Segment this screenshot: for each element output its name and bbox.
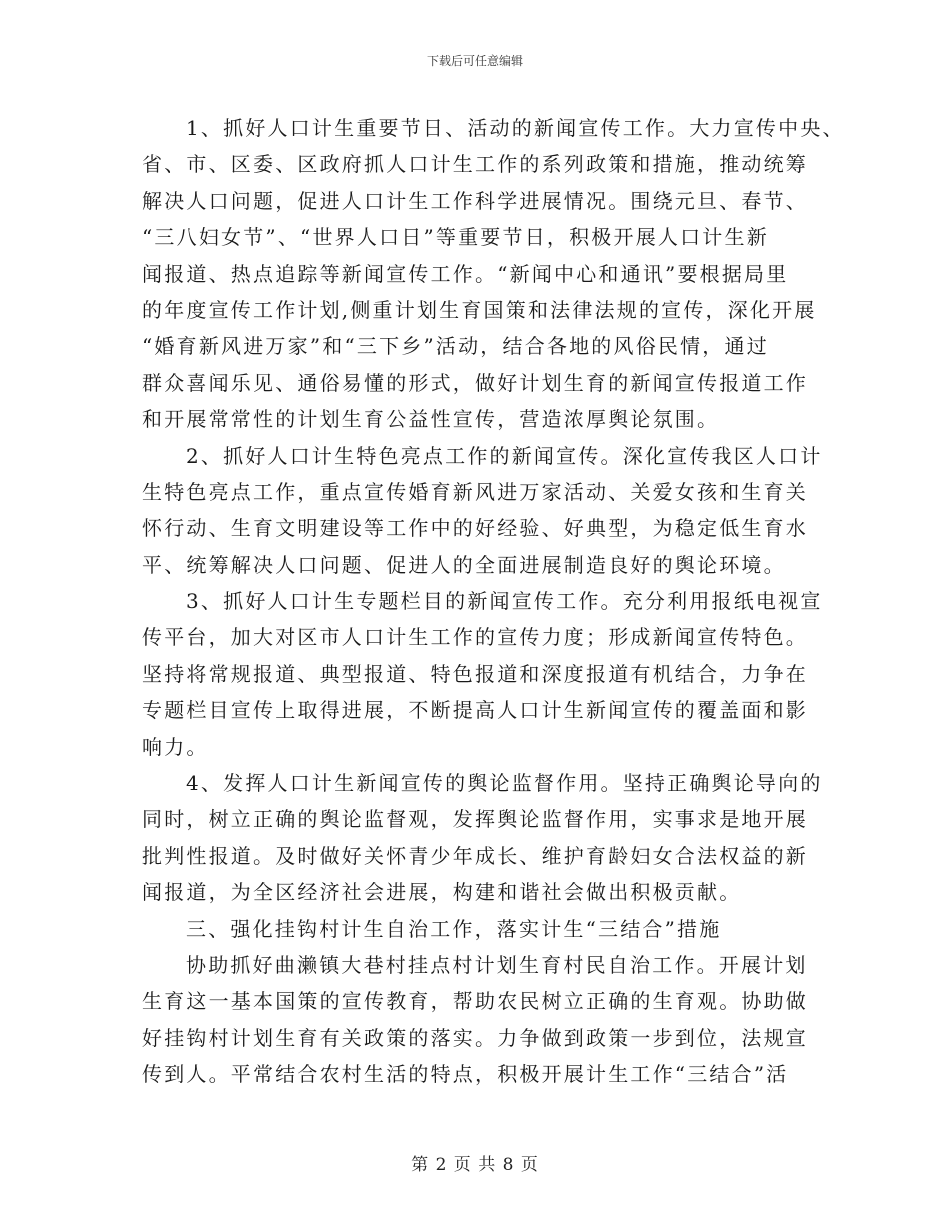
text-line: 怀行动、生育文明建设等工作中的好经验、好典型，为稳定低生育水 bbox=[142, 516, 808, 541]
text-line: 闻报道、热点追踪等新闻宣传工作。“新闻中心和通讯”要根据局里 bbox=[142, 261, 789, 286]
page-number-footer: 第 2 页 共 8 页 bbox=[411, 1155, 539, 1175]
text-line: “婚育新风进万家”和“三下乡”活动，结合各地的风俗民情，通过 bbox=[142, 334, 769, 359]
text-line: 传平台，加大对区市人口计生工作的宣传力度；形成新闻宣传特色。 bbox=[142, 625, 808, 650]
text-line: 协助抓好曲濑镇大巷村挂点村计划生育村民自治工作。开展计划 bbox=[186, 952, 808, 977]
page-header-note: 下载后可任意编辑 bbox=[426, 54, 523, 68]
text-line: 群众喜闻乐见、通俗易懂的形式，做好计划生育的新闻宣传报道工作 bbox=[142, 370, 808, 395]
text-line: 3、抓好人口计生专题栏目的新闻宣传工作。充分利用报纸电视宣 bbox=[186, 589, 823, 614]
document-body bbox=[142, 110, 845, 1093]
text-line: 同时，树立正确的舆论监督观，发挥舆论监督作用，实事求是地开展 bbox=[142, 807, 808, 832]
text-line: 生特色亮点工作，重点宣传婚育新风进万家活动、关爱女孩和生育关 bbox=[142, 479, 808, 504]
text-line: 好挂钩村计划生育有关政策的落实。力争做到政策一步到位，法规宣 bbox=[142, 1025, 808, 1050]
text-line: 2、抓好人口计生特色亮点工作的新闻宣传。深化宣传我区人口计 bbox=[186, 443, 823, 468]
text-line: 响力。 bbox=[142, 734, 209, 759]
text-line: 批判性报道。及时做好关怀青少年成长、维护育龄妇女合法权益的新 bbox=[142, 843, 808, 868]
text-line: 解决人口问题，促进人口计生工作科学进展情况。围绕元旦、春节、 bbox=[142, 188, 808, 213]
text-line: 专题栏目宣传上取得进展，不断提高人口计生新闻宣传的覆盖面和影 bbox=[142, 698, 808, 723]
text-line: 闻报道，为全区经济社会进展，构建和谐社会做出积极贡献。 bbox=[142, 880, 742, 905]
text-line: 和开展常常性的计划生育公益性宣传，营造浓厚舆论氛围。 bbox=[142, 407, 720, 432]
text-line: 4、发挥人口计生新闻宣传的舆论监督作用。坚持正确舆论导向的 bbox=[186, 771, 823, 796]
text-line: 平、统筹解决人口问题、促进人的全面进展制造良好的舆论环境。 bbox=[142, 552, 786, 577]
text-line: 省、市、区委、区政府抓人口计生工作的系列政策和措施，推动统筹 bbox=[142, 152, 808, 177]
text-line: 生育这一基本国策的宣传教育，帮助农民树立正确的生育观。协助做 bbox=[142, 989, 808, 1014]
text-line: 传到人。平常结合农村生活的特点，积极开展计生工作“三结合”活 bbox=[142, 1062, 789, 1087]
section-heading: 三、强化挂钩村计生自治工作，落实计生“三结合”措施 bbox=[186, 916, 722, 941]
text-line: 的年度宣传工作计划,侧重计划生育国策和法律法规的宣传，深化开展 bbox=[142, 297, 817, 322]
text-line: 坚持将常规报道、典型报道、特色报道和深度报道有机结合，力争在 bbox=[142, 661, 808, 686]
text-line: “三八妇女节”、“世界人口日”等重要节日，积极开展人口计生新 bbox=[142, 225, 769, 250]
text-line: 1、抓好人口计生重要节日、活动的新闻宣传工作。大力宣传中央、 bbox=[186, 116, 845, 140]
